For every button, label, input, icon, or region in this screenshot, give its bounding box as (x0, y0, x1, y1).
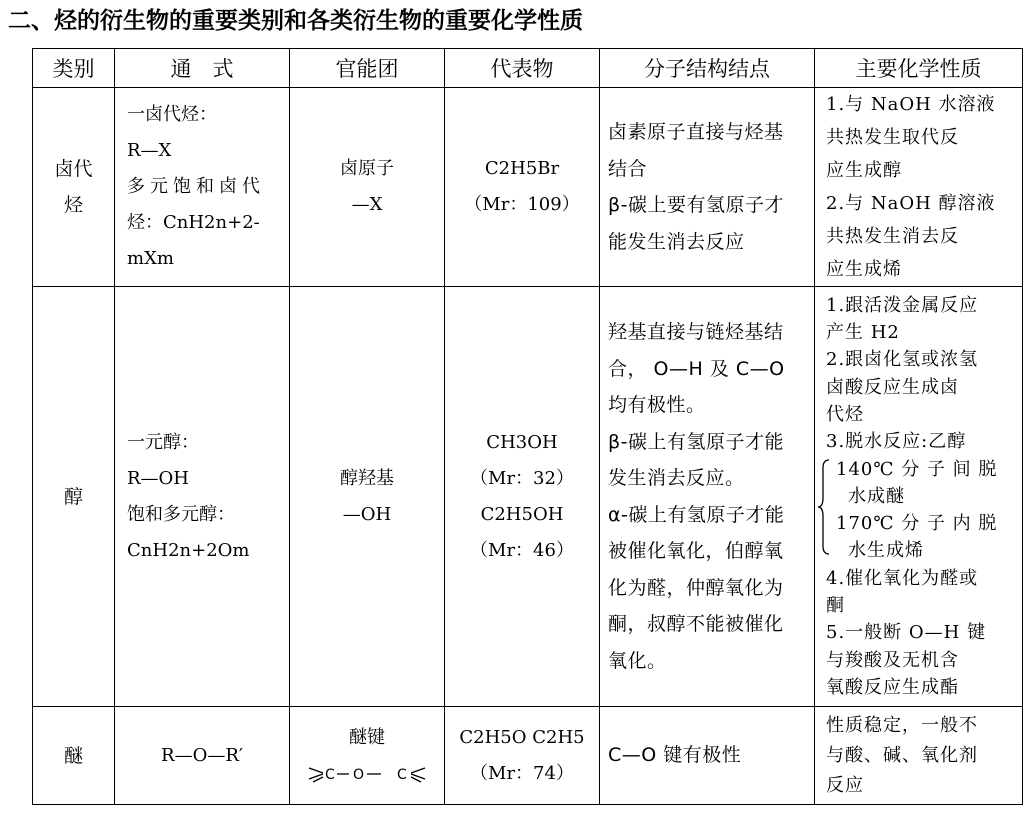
header-properties: 主要化学性质 (815, 49, 1023, 88)
left-brace-icon (818, 458, 830, 556)
property-line: 水生成烯 (848, 540, 924, 562)
table-row-alcohol (33, 287, 1023, 707)
property-line: 卤酸反应生成卤 (826, 376, 959, 398)
formula-line: R—OH (127, 467, 190, 489)
structure-line: 合， O—H 及 C—O (608, 357, 785, 380)
derivatives-table (32, 48, 1023, 805)
property-line: 应生成醇 (826, 160, 902, 181)
property-line: 共热发生消去反 (826, 226, 959, 247)
table-row-haloalkane (33, 88, 1023, 287)
cell-functional-group (290, 707, 445, 805)
representative-line: C2H5O C2H5 (459, 726, 585, 748)
header-row (33, 49, 1023, 88)
group-line: —OH (342, 503, 392, 525)
header-representative: 代表物 (445, 49, 600, 88)
page-title: 二、烃的衍生物的重要类别和各类衍生物的重要化学性质 (8, 8, 583, 34)
property-line: 与酸、碱、氧化剂 (826, 744, 978, 766)
cell-structure (600, 88, 815, 287)
cell-category (33, 88, 115, 287)
property-line: 4.催化氧化为醛或 (826, 567, 979, 589)
cell-representative (445, 88, 600, 287)
ether-bond-icon (305, 760, 429, 788)
structure-line: 被催化氧化，伯醇氧 (608, 540, 784, 562)
cell-structure (600, 707, 815, 805)
property-line: 酮 (826, 595, 845, 617)
structure-line: 均有极性。 (608, 394, 706, 416)
structure-line: 氧化。 (608, 649, 667, 672)
cell-functional-group (290, 287, 445, 707)
representative-line: C2H5OH (480, 503, 564, 525)
structure-line: 羟基直接与链烃基结 (608, 321, 784, 343)
property-line: 应生成烯 (826, 259, 902, 280)
cell-structure (600, 287, 815, 707)
cell-formula (115, 707, 290, 805)
property-line: 反应 (826, 774, 864, 796)
header-functional-group: 官能团 (290, 49, 445, 88)
property-line: 水成醚 (848, 485, 905, 507)
group-line: 醚键 (349, 726, 385, 748)
cell-properties (815, 287, 1023, 707)
structure-line: 卤素原子直接与烃基 (608, 121, 784, 143)
property-line: 性质稳定，一般不 (826, 714, 978, 736)
property-line: 2.与 NaOH 醇溶液 (826, 193, 996, 214)
ether-carbon-left: C (325, 766, 335, 783)
formula-line: 一元醇： (127, 431, 199, 453)
group-line: 卤原子 (340, 158, 394, 179)
structure-line: 化为醛，仲醇氧化为 (608, 576, 784, 599)
formula-line: 一卤代烃： (127, 104, 217, 125)
cell-formula (115, 287, 290, 707)
representative-line: CH3OH (486, 431, 558, 453)
formula-line: R—O—R′ (161, 744, 243, 766)
category-text: 醚 (63, 744, 83, 767)
property-line: 代烃 (826, 403, 864, 425)
property-line: 1.跟活泼金属反应 (826, 294, 979, 316)
header-category: 类别 (33, 49, 115, 88)
cell-representative (445, 707, 600, 805)
category-text: 烃 (63, 194, 83, 216)
structure-line: 能发生消去反应 (608, 230, 745, 253)
formula-line: R—X (127, 140, 172, 161)
group-line: —X (351, 194, 383, 215)
structure-line: C—O 键有极性 (608, 744, 742, 767)
category-text: 卤代 (54, 158, 93, 180)
structure-line: α-碳上有氢原子才能 (608, 503, 785, 526)
property-line: 产生 H2 (826, 322, 900, 344)
property-line: 氧酸反应生成酯 (826, 676, 959, 698)
structure-line: 发生消去反应。 (608, 467, 745, 489)
formula-line: 多元饱和卤代 (127, 176, 265, 197)
property-line: 2.跟卤化氢或浓氢 (826, 349, 979, 371)
property-line: 1.与 NaOH 水溶液 (826, 94, 996, 115)
cell-properties (815, 88, 1023, 287)
header-formula: 通 式 (115, 49, 290, 88)
property-line: 3.脱水反应:乙醇 (826, 431, 967, 453)
property-line: 170℃ 分 子 内 脱 (836, 513, 998, 535)
structure-line: β-碳上有氢原子才能 (608, 430, 784, 453)
representative-line: C2H5Br (484, 158, 560, 179)
group-line: 醇羟基 (340, 467, 394, 489)
cell-properties (815, 707, 1023, 805)
category-text: 醇 (63, 485, 83, 508)
dehydration-conditions (826, 456, 1018, 565)
table-row-ether (33, 707, 1023, 805)
cell-formula (115, 88, 290, 287)
ether-carbon-right: C (397, 766, 407, 783)
formula-line: 饱和多元醇： (127, 503, 235, 525)
structure-line: 酮，叔醇不能被催化 (608, 613, 784, 635)
representative-line: （Mr：32） (470, 467, 574, 489)
representative-line: （Mr：46） (470, 539, 574, 561)
header-structure: 分子结构结点 (600, 49, 815, 88)
structure-line: β-碳上要有氢原子才 (608, 194, 784, 216)
cell-functional-group (290, 88, 445, 287)
property-line: 共热发生取代反 (826, 127, 959, 148)
representative-line: （Mr：109） (464, 194, 580, 215)
formula-line: 烃：CnH2n+2-mXm (127, 212, 260, 269)
property-line: 140℃ 分 子 间 脱 (836, 458, 998, 480)
property-line: 与羧酸及无机含 (826, 649, 959, 671)
cell-representative (445, 287, 600, 707)
structure-line: 结合 (608, 157, 648, 180)
cell-category (33, 707, 115, 805)
formula-line: CnH2n+2Om (127, 539, 250, 561)
ether-oxygen: O (353, 766, 365, 783)
property-line: 5.一般断 O—H 键 (826, 622, 987, 644)
representative-line: （Mr：74） (470, 762, 574, 784)
cell-category (33, 287, 115, 707)
